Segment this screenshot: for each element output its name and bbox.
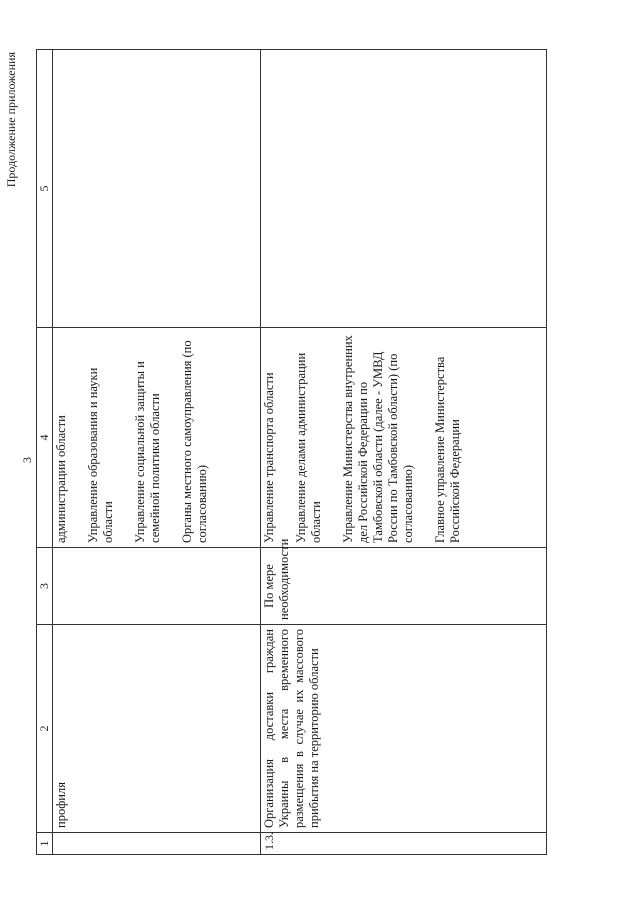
page-number: 3 xyxy=(20,457,34,463)
header-col-5: 5 xyxy=(37,50,53,328)
term-cell xyxy=(53,548,261,625)
note-cell xyxy=(261,50,547,328)
rotated-content xyxy=(4,50,605,855)
responsible-item: Органы местного самоуправления (по согласованию) xyxy=(180,340,209,543)
table-row xyxy=(261,50,547,855)
measure-cell: Организация доставки граждан Украины в места временного размещения в случае их массового прибытия на территорию области xyxy=(261,625,547,833)
continuation-caption: Продолжение приложения xyxy=(4,52,18,188)
responsible-item: Управление Министерства внутренних дел Российской Федерации по Тамбовской области (далее - УМВД России по Тамбовской области) (по согласованию) xyxy=(341,335,415,543)
responsible-item: Управление делами администрации области xyxy=(294,352,323,543)
term-cell: По мере необходимости xyxy=(261,548,547,625)
row-number xyxy=(53,833,261,855)
responsible-item: Управление транспорта области xyxy=(262,372,276,543)
responsible-item: Управление социальной защиты и семейной политики области xyxy=(133,361,162,543)
header-col-4: 4 xyxy=(37,328,53,548)
responsible-cell xyxy=(53,328,261,548)
row-number: 1.3. xyxy=(261,833,547,855)
measures-table xyxy=(36,49,547,855)
responsible-item: Главное управление Министерства Российской Федерации xyxy=(433,356,462,543)
note-cell xyxy=(53,50,261,328)
header-col-3: 3 xyxy=(37,548,53,625)
responsible-cell xyxy=(261,328,547,548)
table-header-row xyxy=(37,50,53,855)
responsible-item: Управление образования и науки области xyxy=(86,367,115,543)
table-row xyxy=(53,50,261,855)
header-col-1: 1 xyxy=(37,833,53,855)
measure-cell: профиля xyxy=(53,625,261,833)
header-col-2: 2 xyxy=(37,625,53,833)
responsible-item: администрации области xyxy=(54,415,68,543)
